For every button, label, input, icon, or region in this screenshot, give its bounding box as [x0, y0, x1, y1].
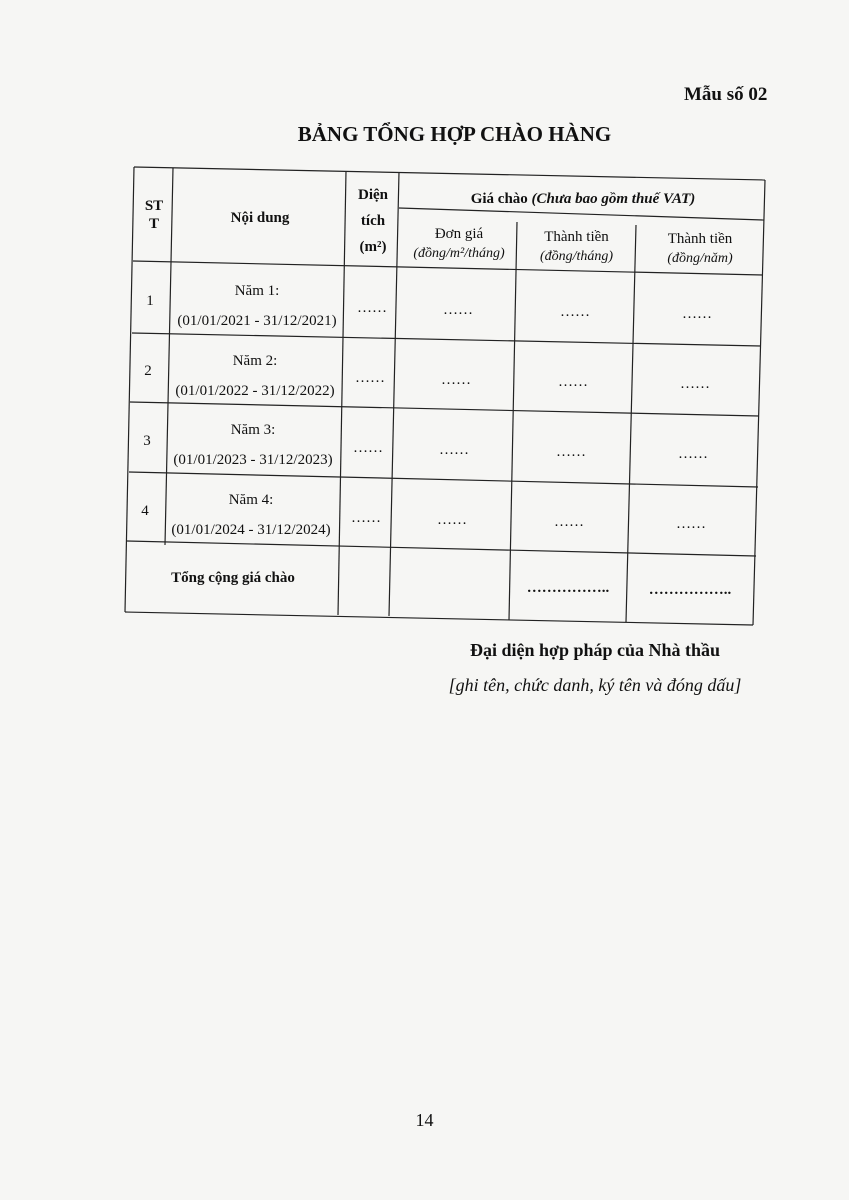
row-2-period: (01/01/2022 - 31/12/2022): [175, 383, 335, 399]
header-area-line1: Diện: [358, 187, 388, 203]
row-4-unit-price: ……: [437, 511, 467, 528]
row-4-yearly: ……: [676, 515, 706, 532]
row-1-content: [170, 276, 344, 336]
page-number: 14: [415, 1110, 434, 1130]
header-area-line2: tích: [360, 213, 386, 229]
row-4-monthly: ……: [554, 513, 584, 530]
row-3-stt: 3: [143, 432, 151, 449]
header-area-unit: (m²): [359, 239, 387, 255]
header-price-group-note: (Chưa bao gồm thuế VAT): [531, 190, 696, 207]
row-4-area: ……: [351, 509, 381, 526]
row-3-area: ……: [353, 439, 383, 456]
row-2-area: ……: [355, 369, 385, 386]
row-1-year: Năm 1:: [234, 283, 280, 299]
unit-price-unit-text: đồng/m²/tháng): [418, 246, 505, 261]
row-2-year: Năm 2:: [232, 353, 278, 369]
row-2-content: [168, 346, 342, 406]
header-price-group-prefix: Giá chào: [470, 190, 532, 207]
signature-note: [ghi tên, chức danh, ký tên và đóng dấu]: [448, 675, 742, 695]
total-yearly: ……………..: [648, 581, 732, 598]
header-area: [345, 182, 401, 260]
header-yearly-total: [637, 230, 763, 268]
row-3-unit-price: ……: [439, 441, 469, 458]
row-2-monthly: ……: [558, 373, 588, 390]
signature-title: Đại diện hợp pháp của Nhà thầu: [469, 640, 721, 660]
row-3-year: Năm 3:: [230, 422, 276, 438]
row-4-year: Năm 4:: [228, 492, 274, 508]
header-monthly-total: [518, 228, 635, 266]
unit-price-open-paren: (: [413, 246, 419, 261]
row-4-period: (01/01/2024 - 31/12/2024): [171, 522, 331, 538]
header-stt: ST T: [144, 198, 164, 232]
row-2-stt: 2: [144, 362, 152, 379]
header-unit-price: [401, 225, 517, 263]
total-label: Tổng cộng giá chào: [171, 569, 295, 586]
row-3-period: (01/01/2023 - 31/12/2023): [173, 452, 333, 468]
form-number: Mẫu số 02: [684, 84, 768, 105]
header-yearly-total-label: Thành tiền: [667, 231, 733, 247]
header-unit-price-label: Đơn giá: [434, 226, 484, 242]
header-monthly-total-unit: (đồng/tháng): [539, 249, 614, 264]
row-2-yearly: ……: [680, 375, 710, 392]
row-3-content: [166, 415, 340, 475]
row-3-yearly: ……: [678, 445, 708, 462]
row-1-yearly: ……: [682, 305, 712, 322]
row-1-monthly: ……: [560, 303, 590, 320]
row-1-stt: 1: [146, 292, 154, 309]
header-monthly-total-label: Thành tiền: [544, 229, 609, 245]
row-1-unit-price: ……: [443, 301, 473, 318]
header-yearly-total-unit: (đồng/năm): [667, 251, 733, 266]
row-3-monthly: ……: [556, 443, 586, 460]
document-title: BẢNG TỔNG HỢP CHÀO HÀNG: [297, 122, 612, 146]
header-content: Nội dung: [230, 209, 290, 226]
row-1-period: (01/01/2021 - 31/12/2021): [177, 313, 337, 329]
row-4-stt: 4: [141, 502, 149, 519]
header-price-group: [402, 186, 764, 212]
total-monthly: ……………..: [526, 579, 610, 596]
header-unit-price-unit: [401, 244, 517, 263]
row-2-unit-price: ……: [441, 371, 471, 388]
row-4-content: [164, 485, 338, 545]
row-1-area: ……: [357, 299, 387, 316]
